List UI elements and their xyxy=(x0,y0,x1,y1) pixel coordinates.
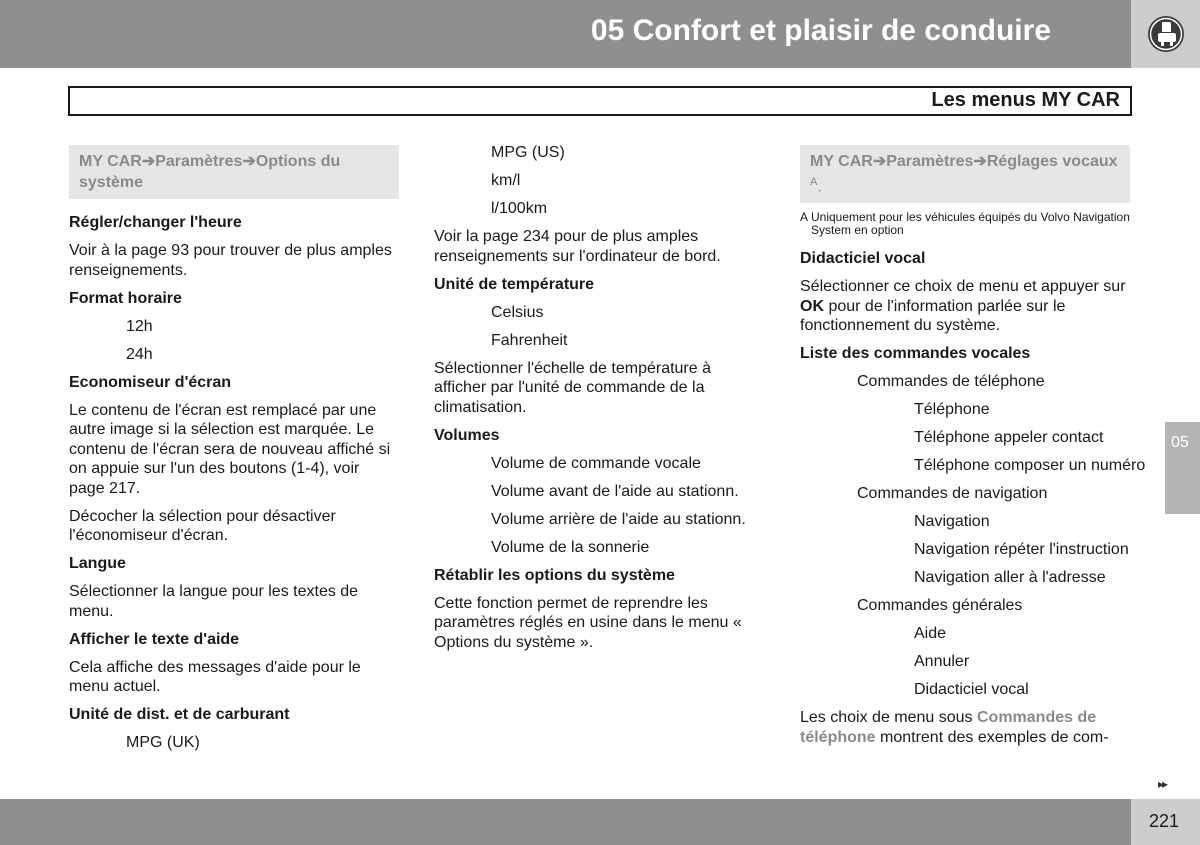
option-item: Volume avant de l'aide au stationn. xyxy=(491,482,739,500)
command-item: Navigation aller à l'adresse xyxy=(914,569,1106,587)
heading: Régler/changer l'heure xyxy=(69,214,242,231)
command-item: Annuler xyxy=(914,653,970,671)
option-item: Volume arrière de l'aide au stationn. xyxy=(491,510,746,528)
menu-path-item: MY CAR xyxy=(810,153,873,170)
paragraph: Cela affiche des messages d'aide pour le menu actuel. xyxy=(69,658,361,695)
header-bar xyxy=(0,0,1131,68)
paragraph xyxy=(800,277,1150,336)
option-item: Celsius xyxy=(491,303,544,321)
option-item: 12h xyxy=(126,317,153,335)
heading: Volumes xyxy=(434,426,500,444)
option-item: Volume de commande vocale xyxy=(491,454,701,472)
double-arrow-right-icon: ▸▸ xyxy=(1158,777,1167,791)
text-span: Les choix de menu sous xyxy=(800,709,977,727)
heading: Unité de température xyxy=(434,275,595,293)
arrow-right-icon: ➔ xyxy=(872,153,887,170)
menu-path-item: MY CAR xyxy=(79,153,142,170)
text-span: Sélectionner ce choix de menu et appuyer sur xyxy=(800,278,1126,296)
command-item: Aide xyxy=(914,625,947,643)
section-title: Les menus MY CAR xyxy=(931,89,1120,111)
option-item: Fahrenheit xyxy=(491,331,568,349)
option-item: Volume de la sonnerie xyxy=(491,538,650,556)
paragraph xyxy=(800,708,1120,747)
chapter-title: 05 Confort et plaisir de conduire xyxy=(590,14,1051,47)
option-item: km/l xyxy=(491,172,521,189)
menu-reference: Commandes de téléphone xyxy=(800,709,1097,746)
command-item: Navigation répéter l'instruction xyxy=(914,541,1129,559)
paragraph: Sélectionner la langue pour les textes de menu. xyxy=(69,583,359,620)
menu-path-item: Réglages vocaux xyxy=(986,153,1118,170)
footnote-mark: A xyxy=(800,210,809,225)
footnote-ref: A xyxy=(810,176,818,188)
seat-icon xyxy=(1146,14,1186,54)
menu-path-item: Paramètres xyxy=(886,153,974,170)
command-group: Commandes de téléphone xyxy=(857,373,1045,391)
heading: Afficher le texte d'aide xyxy=(69,630,240,648)
column-1 xyxy=(69,145,399,761)
paragraph: Sélectionner l'échelle de température à afficher par l'unité de commande de la climatisation. xyxy=(434,359,711,416)
page-number-tab xyxy=(1131,799,1200,845)
command-group: Commandes générales xyxy=(857,597,1023,615)
paragraph: Cette fonction permet de reprendre les paramètres réglés en usine dans le menu « Options du système ». xyxy=(434,594,742,651)
option-item: 24h xyxy=(126,345,153,363)
footnote-text: Uniquement pour les véhicules équipés du Volvo Navigation System en option xyxy=(811,210,1130,238)
menu-path-box xyxy=(69,145,399,199)
menu-path-item: Options du système xyxy=(79,153,341,191)
heading: Unité de dist. et de carburant xyxy=(69,706,290,723)
text-span: pour de l'information parlée sur le fonctionnement du système. xyxy=(800,297,1066,335)
command-item: Téléphone composer un numéro xyxy=(914,457,1146,475)
command-group: Commandes de navigation xyxy=(857,485,1048,503)
command-item: Didacticiel vocal xyxy=(914,681,1029,699)
heading: Format horaire xyxy=(69,289,182,307)
chapter-side-tab xyxy=(1165,422,1200,514)
option-item: MPG (US) xyxy=(491,144,565,161)
command-item: Téléphone xyxy=(914,401,990,419)
text-span: montrent des exemples de com- xyxy=(875,728,1109,746)
paragraph: Décocher la sélection pour désactiver l'économiseur d'écran. xyxy=(69,507,336,544)
arrow-right-icon: ➔ xyxy=(242,153,256,170)
heading: Didacticiel vocal xyxy=(800,250,926,268)
paragraph: Le contenu de l'écran est remplacé par une autre image si la sélection est marquée. Le contenu de l'écran sera de nouveau affiché si on appuie sur l'un des boutons (1-4), voir page 217. xyxy=(69,401,391,497)
arrow-right-icon: ➔ xyxy=(973,153,987,170)
menu-path-item: Paramètres xyxy=(155,153,243,170)
paragraph: Voir la page 234 pour de plus amples renseignements sur l'ordinateur de bord. xyxy=(434,228,721,265)
menu-path-end: . xyxy=(817,178,822,196)
section-header xyxy=(68,86,1132,116)
arrow-right-icon: ➔ xyxy=(141,153,156,170)
heading: Langue xyxy=(69,555,126,572)
command-item: Navigation xyxy=(914,513,990,531)
heading: Liste des commandes vocales xyxy=(800,345,1031,363)
option-item: l/100km xyxy=(491,200,548,217)
footnote xyxy=(800,211,1150,237)
option-item: MPG (UK) xyxy=(126,734,200,751)
footer-bar xyxy=(0,799,1131,845)
chapter-side-tab-label: 05 xyxy=(1171,434,1189,451)
chapter-icon-tab xyxy=(1131,0,1200,68)
command-item: Téléphone appeler contact xyxy=(914,429,1104,447)
paragraph: Voir à la page 93 pour trouver de plus amples renseignements. xyxy=(69,242,392,279)
column-3 xyxy=(800,145,1150,756)
heading: Rétablir les options du système xyxy=(434,566,675,584)
menu-path-box xyxy=(800,145,1130,203)
page-number: 221 xyxy=(1149,811,1180,831)
heading: Economiseur d'écran xyxy=(69,373,232,391)
column-2 xyxy=(434,143,764,661)
ok-key-label: OK xyxy=(800,297,824,315)
